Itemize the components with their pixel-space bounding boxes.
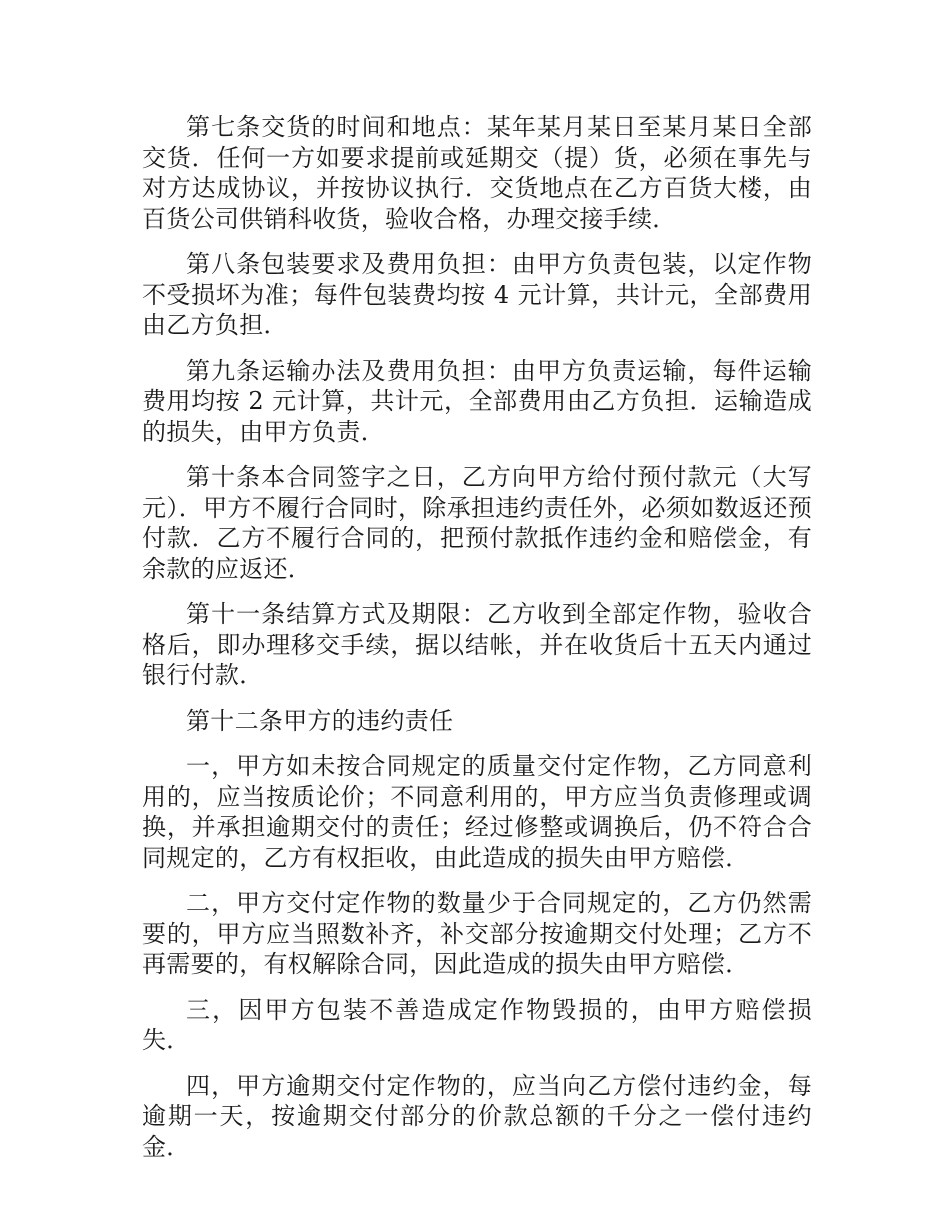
- article-8-packaging-costs: 第八条包装要求及费用负担：由甲方负责包装，以定作物不受损坏为准；每件包装费均按 4 元计算，共计元，全部费用由乙方负担．: [142, 250, 812, 339]
- article-9-transport-costs: 第九条运输办法及费用负担：由甲方负责运输，每件运输费用均按 2 元计算，共计元，全部费用由乙方负担．运输造成的损失，由甲方负责．: [142, 356, 812, 446]
- liability-clause-3: 三，因甲方包装不善造成定作物毁损的，由甲方赔偿损失．: [142, 995, 812, 1054]
- liability-clause-4: 四，甲方逾期交付定作物的，应当向乙方偿付违约金，每逾期一天，按逾期交付部分的价款总额的千分之一偿付违约金．: [142, 1071, 812, 1161]
- article-11-settlement: 第十一条结算方式及期限：乙方收到全部定作物，验收合格后，即办理移交手续，据以结帐，并在收货后十五天内通过银行付款．: [142, 600, 812, 689]
- liability-clause-2: 二，甲方交付定作物的数量少于合同规定的，乙方仍然需要的，甲方应当照数补齐，补交部分按逾期交付处理；乙方不再需要的，有权解除合同，因此造成的损失由甲方赔偿．: [142, 889, 812, 978]
- article-12-heading: 第十二条甲方的违约责任: [186, 706, 454, 735]
- liability-clause-1: 一，甲方如未按合同规定的质量交付定作物，乙方同意利用的，应当按质论价；不同意利用的，甲方应当负责修理或调换，并承担逾期交付的责任；经过修整或调换后，仍不符合合同规定的，乙方有权拒收，由此造成的损失由甲方赔偿．: [142, 752, 812, 872]
- article-7-delivery-time-place: 第七条交货的时间和地点：某年某月某日至某月某日全部交货．任何一方如要求提前或延期交（提）货，必须在事先与对方达成协议，并按协议执行．交货地点在乙方百货大楼，由百货公司供销科收货，验收合格，办理交接手续．: [142, 113, 812, 233]
- document-page: [142, 112, 812, 1162]
- article-10-prepayment: 第十条本合同签字之日，乙方向甲方给付预付款元（大写元）．甲方不履行合同时，除承担违约责任外，必须如数返还预付款．乙方不履行合同的，把预付款抵作违约金和赔偿金，有余款的应返还．: [142, 463, 812, 583]
